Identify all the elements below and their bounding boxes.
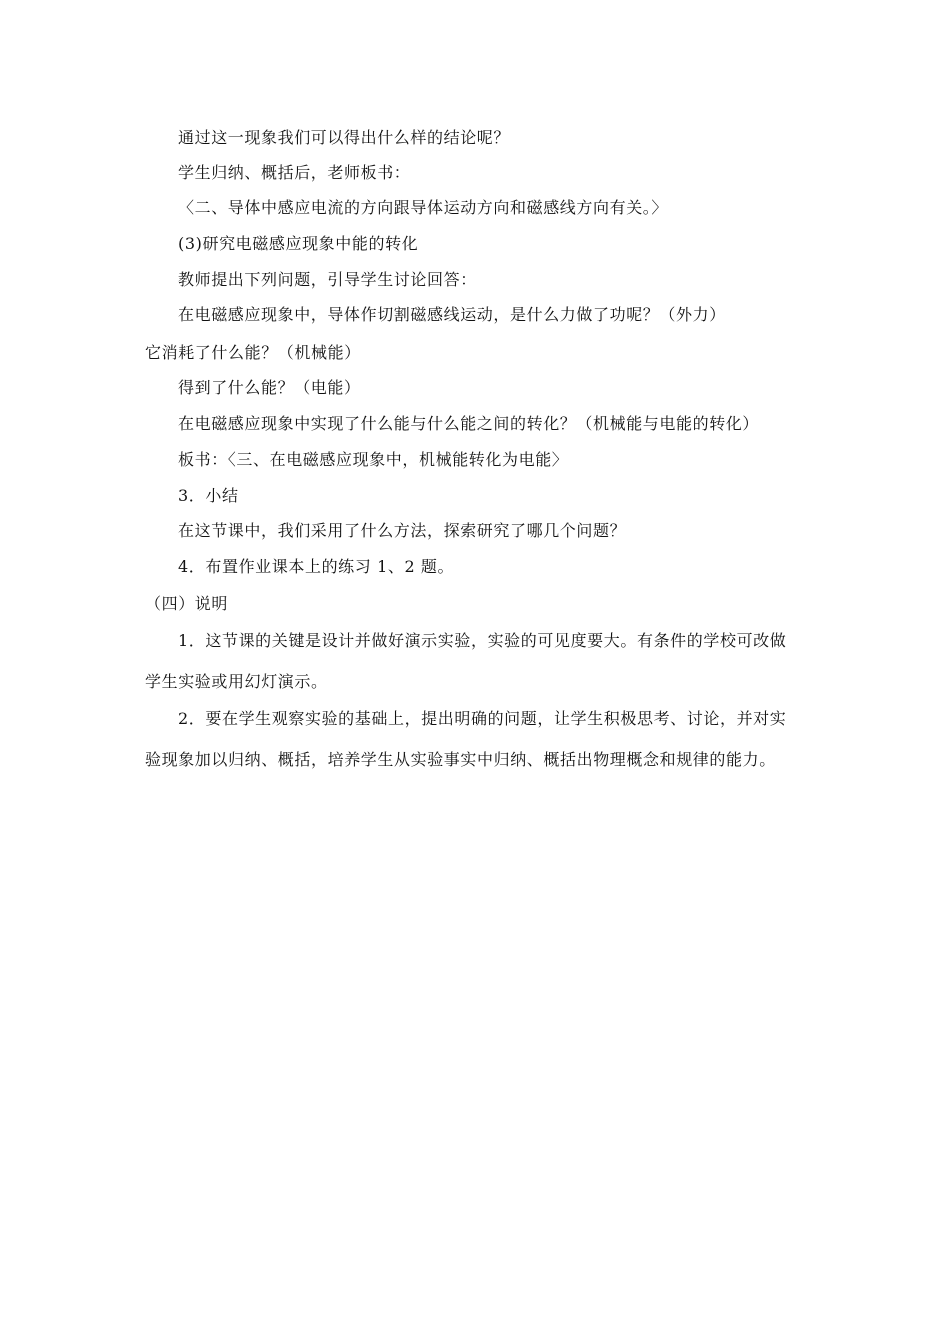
text-line-conversion-question: 在电磁感应现象中实现了什么能与什么能之间的转化？（机械能与电能的转化） <box>178 414 760 433</box>
section-heading-notes: （四）说明 <box>145 594 229 613</box>
text-line-note-one-b: 学生实验或用幻灯演示。 <box>145 672 328 691</box>
text-line-summary-question: 在这节课中，我们采用了什么方法，探索研究了哪几个问题？ <box>178 521 627 540</box>
text-line-teacher-writes: 学生归纳、概括后，老师板书： <box>178 163 411 182</box>
text-line-homework: 4．布置作业课本上的练习 1、2 题。 <box>178 557 455 576</box>
text-line-note-one-a: 1．这节课的关键是设计并做好演示实验，实验的可见度要大。有条件的学校可改做 <box>178 631 787 650</box>
text-line-conclusion-question: 通过这一现象我们可以得出什么样的结论呢？ <box>178 128 511 147</box>
text-line-energy-conversion-heading: (3)研究电磁感应现象中能的转化 <box>178 234 419 253</box>
text-line-board-note-three: 板书：〈三、在电磁感应现象中，机械能转化为电能〉 <box>178 450 569 469</box>
text-line-energy-gained: 得到了什么能？（电能） <box>178 378 361 397</box>
text-line-board-note-two: 〈二、导体中感应电流的方向跟导体运动方向和磁感线方向有关。〉 <box>178 198 669 217</box>
text-line-teacher-questions: 教师提出下列问题，引导学生讨论回答： <box>178 270 477 289</box>
text-line-note-two-b: 验现象加以归纳、概括，培养学生从实验事实中归纳、概括出物理概念和规律的能力。 <box>145 750 776 769</box>
text-line-note-two-a: 2．要在学生观察实验的基础上，提出明确的问题，让学生积极思考、讨论，并对实 <box>178 709 787 728</box>
text-line-summary-heading: 3．小结 <box>178 486 239 505</box>
text-line-work-question: 在电磁感应现象中，导体作切割磁感线运动，是什么力做了功呢？（外力） <box>178 305 726 324</box>
text-line-energy-consumed: 它消耗了什么能？（机械能） <box>145 343 361 362</box>
